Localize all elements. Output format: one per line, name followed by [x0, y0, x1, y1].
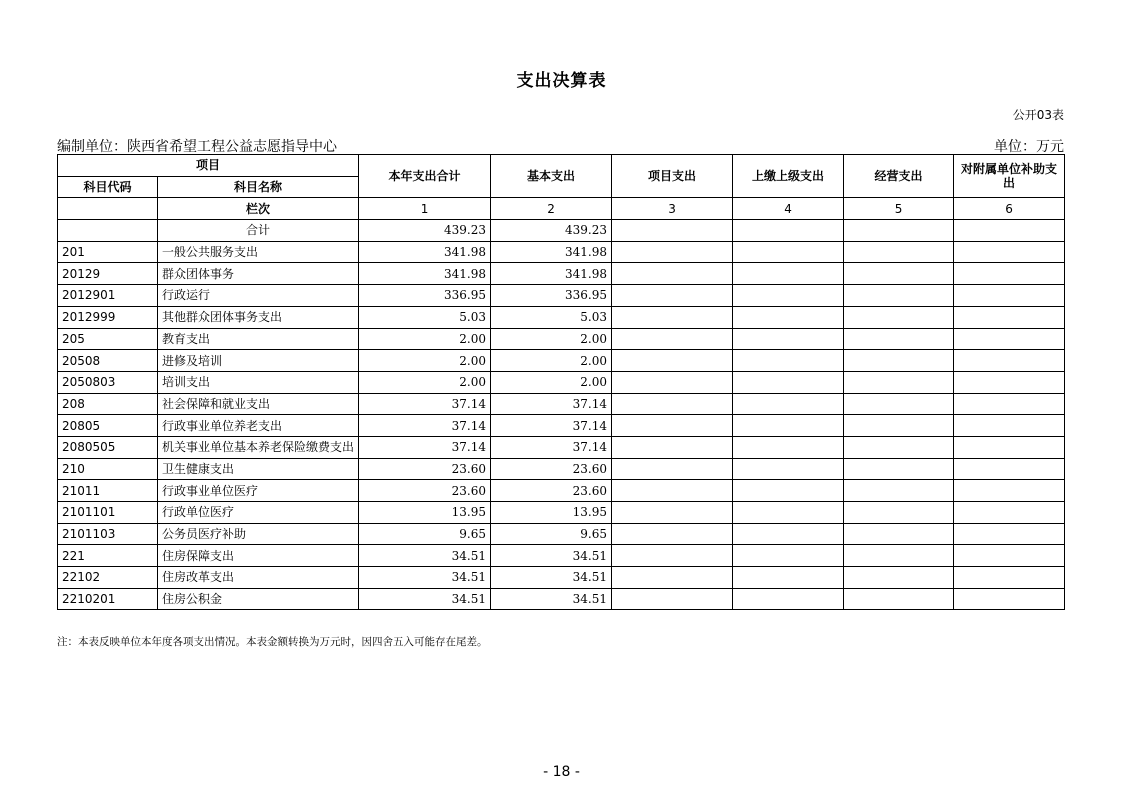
page-title: 支出决算表 — [516, 71, 607, 91]
row-business — [844, 588, 954, 610]
row-code: 205 — [58, 328, 158, 350]
row-code: 2012999 — [58, 306, 158, 328]
row-name: 一般公共服务支出 — [158, 241, 359, 263]
row-subsidy — [954, 371, 1065, 393]
table-row — [58, 350, 1065, 372]
row-code: 2080505 — [58, 436, 158, 458]
row-upper — [733, 588, 844, 610]
row-subsidy — [954, 436, 1065, 458]
row-business — [844, 393, 954, 415]
row-basic: 34.51 — [491, 567, 612, 589]
row-business — [844, 567, 954, 589]
row-name: 社会保障和就业支出 — [158, 393, 359, 415]
total-basic: 439.23 — [491, 220, 612, 242]
table-row — [58, 523, 1065, 545]
row-total: 37.14 — [359, 415, 491, 437]
table-row — [58, 393, 1065, 415]
row-total: 37.14 — [359, 436, 491, 458]
row-upper — [733, 523, 844, 545]
row-total: 2.00 — [359, 371, 491, 393]
row-subsidy — [954, 285, 1065, 307]
col-num: 5 — [844, 198, 954, 220]
row-upper — [733, 502, 844, 524]
header-name: 科目名称 — [158, 176, 359, 198]
row-project — [612, 502, 733, 524]
table-row — [58, 328, 1065, 350]
row-basic: 37.14 — [491, 415, 612, 437]
table-row — [58, 371, 1065, 393]
table-row — [58, 241, 1065, 263]
table-row — [58, 415, 1065, 437]
row-project — [612, 545, 733, 567]
row-code: 2050803 — [58, 371, 158, 393]
header-subsidy: 对附属单位补助支出 — [954, 155, 1065, 198]
total-label: 合计 — [158, 220, 359, 242]
table-row — [58, 588, 1065, 610]
org-unit: 编制单位：陕西省希望工程公益志愿指导中心 — [57, 139, 337, 155]
row-basic: 336.95 — [491, 285, 612, 307]
row-subsidy — [954, 588, 1065, 610]
row-basic: 2.00 — [491, 371, 612, 393]
header-code: 科目代码 — [58, 176, 158, 198]
table-row — [58, 545, 1065, 567]
row-project — [612, 523, 733, 545]
row-code: 20805 — [58, 415, 158, 437]
row-upper — [733, 263, 844, 285]
row-code: 2210201 — [58, 588, 158, 610]
row-code: 210 — [58, 458, 158, 480]
row-upper — [733, 241, 844, 263]
row-subsidy — [954, 480, 1065, 502]
row-basic: 34.51 — [491, 588, 612, 610]
row-code: 20129 — [58, 263, 158, 285]
row-code: 2012901 — [58, 285, 158, 307]
row-total: 336.95 — [359, 285, 491, 307]
row-business — [844, 371, 954, 393]
row-basic: 2.00 — [491, 350, 612, 372]
row-business — [844, 241, 954, 263]
col-num: 1 — [359, 198, 491, 220]
header-project: 项目支出 — [612, 155, 733, 198]
row-project — [612, 285, 733, 307]
row-project — [612, 263, 733, 285]
row-name: 行政单位医疗 — [158, 502, 359, 524]
index-blank — [58, 198, 158, 220]
row-subsidy — [954, 350, 1065, 372]
row-project — [612, 588, 733, 610]
row-code: 208 — [58, 393, 158, 415]
row-basic: 341.98 — [491, 263, 612, 285]
row-basic: 37.14 — [491, 436, 612, 458]
row-name: 住房公积金 — [158, 588, 359, 610]
header-basic: 基本支出 — [491, 155, 612, 198]
row-upper — [733, 545, 844, 567]
row-business — [844, 523, 954, 545]
row-basic: 2.00 — [491, 328, 612, 350]
row-subsidy — [954, 545, 1065, 567]
row-project — [612, 567, 733, 589]
row-code: 21011 — [58, 480, 158, 502]
row-basic: 13.95 — [491, 502, 612, 524]
row-project — [612, 241, 733, 263]
table-row — [58, 285, 1065, 307]
row-upper — [733, 393, 844, 415]
row-business — [844, 328, 954, 350]
row-upper — [733, 328, 844, 350]
row-upper — [733, 567, 844, 589]
row-name: 住房保障支出 — [158, 545, 359, 567]
row-project — [612, 393, 733, 415]
form-code: 公开03表 — [1012, 108, 1064, 122]
col-num: 6 — [954, 198, 1065, 220]
row-name: 住房改革支出 — [158, 567, 359, 589]
row-basic: 23.60 — [491, 480, 612, 502]
row-basic: 23.60 — [491, 458, 612, 480]
row-project — [612, 480, 733, 502]
row-total: 34.51 — [359, 545, 491, 567]
total-total: 439.23 — [359, 220, 491, 242]
row-business — [844, 545, 954, 567]
row-upper — [733, 480, 844, 502]
row-name: 行政事业单位养老支出 — [158, 415, 359, 437]
row-code: 2101101 — [58, 502, 158, 524]
row-name: 卫生健康支出 — [158, 458, 359, 480]
row-subsidy — [954, 523, 1065, 545]
header-upper: 上缴上级支出 — [733, 155, 844, 198]
row-code: 2101103 — [58, 523, 158, 545]
header-total: 本年支出合计 — [359, 155, 491, 198]
index-label: 栏次 — [158, 198, 359, 220]
row-subsidy — [954, 306, 1065, 328]
row-project — [612, 415, 733, 437]
row-upper — [733, 285, 844, 307]
row-total: 2.00 — [359, 350, 491, 372]
row-name: 群众团体事务 — [158, 263, 359, 285]
row-upper — [733, 458, 844, 480]
header-business: 经营支出 — [844, 155, 954, 198]
row-total: 34.51 — [359, 588, 491, 610]
table-row — [58, 306, 1065, 328]
row-upper — [733, 436, 844, 458]
row-basic: 341.98 — [491, 241, 612, 263]
row-project — [612, 350, 733, 372]
row-code: 20508 — [58, 350, 158, 372]
row-business — [844, 415, 954, 437]
row-subsidy — [954, 241, 1065, 263]
row-project — [612, 371, 733, 393]
table-row — [58, 567, 1065, 589]
row-basic: 37.14 — [491, 393, 612, 415]
row-basic: 9.65 — [491, 523, 612, 545]
table-row — [58, 502, 1065, 524]
header-row-1 — [58, 155, 1065, 177]
row-subsidy — [954, 263, 1065, 285]
row-basic: 34.51 — [491, 545, 612, 567]
total-row — [58, 220, 1065, 242]
row-total: 2.00 — [359, 328, 491, 350]
row-total: 341.98 — [359, 263, 491, 285]
row-total: 23.60 — [359, 458, 491, 480]
row-code: 201 — [58, 241, 158, 263]
row-upper — [733, 415, 844, 437]
row-total: 34.51 — [359, 567, 491, 589]
col-num: 3 — [612, 198, 733, 220]
row-project — [612, 306, 733, 328]
col-num: 4 — [733, 198, 844, 220]
row-business — [844, 285, 954, 307]
row-total: 9.65 — [359, 523, 491, 545]
row-subsidy — [954, 415, 1065, 437]
table-row — [58, 263, 1065, 285]
table-row — [58, 480, 1065, 502]
header-item: 项目 — [58, 155, 359, 177]
row-business — [844, 306, 954, 328]
row-business — [844, 502, 954, 524]
row-subsidy — [954, 567, 1065, 589]
row-business — [844, 436, 954, 458]
row-name: 公务员医疗补助 — [158, 523, 359, 545]
row-basic: 5.03 — [491, 306, 612, 328]
row-project — [612, 436, 733, 458]
row-business — [844, 263, 954, 285]
row-subsidy — [954, 502, 1065, 524]
page-number: - 18 - — [543, 764, 580, 780]
row-project — [612, 328, 733, 350]
col-num: 2 — [491, 198, 612, 220]
row-total: 13.95 — [359, 502, 491, 524]
row-total: 341.98 — [359, 241, 491, 263]
money-unit: 单位：万元 — [994, 139, 1064, 155]
row-upper — [733, 371, 844, 393]
row-total: 37.14 — [359, 393, 491, 415]
total-code — [58, 220, 158, 242]
row-subsidy — [954, 458, 1065, 480]
footnote: 注：本表反映单位本年度各项支出情况。本表金额转换为万元时，因四舍五入可能存在尾差。 — [57, 636, 488, 648]
row-code: 22102 — [58, 567, 158, 589]
table-row — [58, 458, 1065, 480]
row-project — [612, 458, 733, 480]
row-upper — [733, 350, 844, 372]
row-subsidy — [954, 393, 1065, 415]
table-row — [58, 436, 1065, 458]
row-name: 机关事业单位基本养老保险缴费支出 — [158, 436, 359, 458]
row-name: 培训支出 — [158, 371, 359, 393]
row-business — [844, 350, 954, 372]
row-subsidy — [954, 328, 1065, 350]
row-code: 221 — [58, 545, 158, 567]
index-row — [58, 198, 1065, 220]
row-upper — [733, 306, 844, 328]
row-name: 行政运行 — [158, 285, 359, 307]
row-name: 其他群众团体事务支出 — [158, 306, 359, 328]
row-name: 进修及培训 — [158, 350, 359, 372]
row-business — [844, 458, 954, 480]
row-name: 行政事业单位医疗 — [158, 480, 359, 502]
row-total: 23.60 — [359, 480, 491, 502]
row-name: 教育支出 — [158, 328, 359, 350]
expenditure-table — [57, 154, 1065, 610]
row-total: 5.03 — [359, 306, 491, 328]
row-business — [844, 480, 954, 502]
